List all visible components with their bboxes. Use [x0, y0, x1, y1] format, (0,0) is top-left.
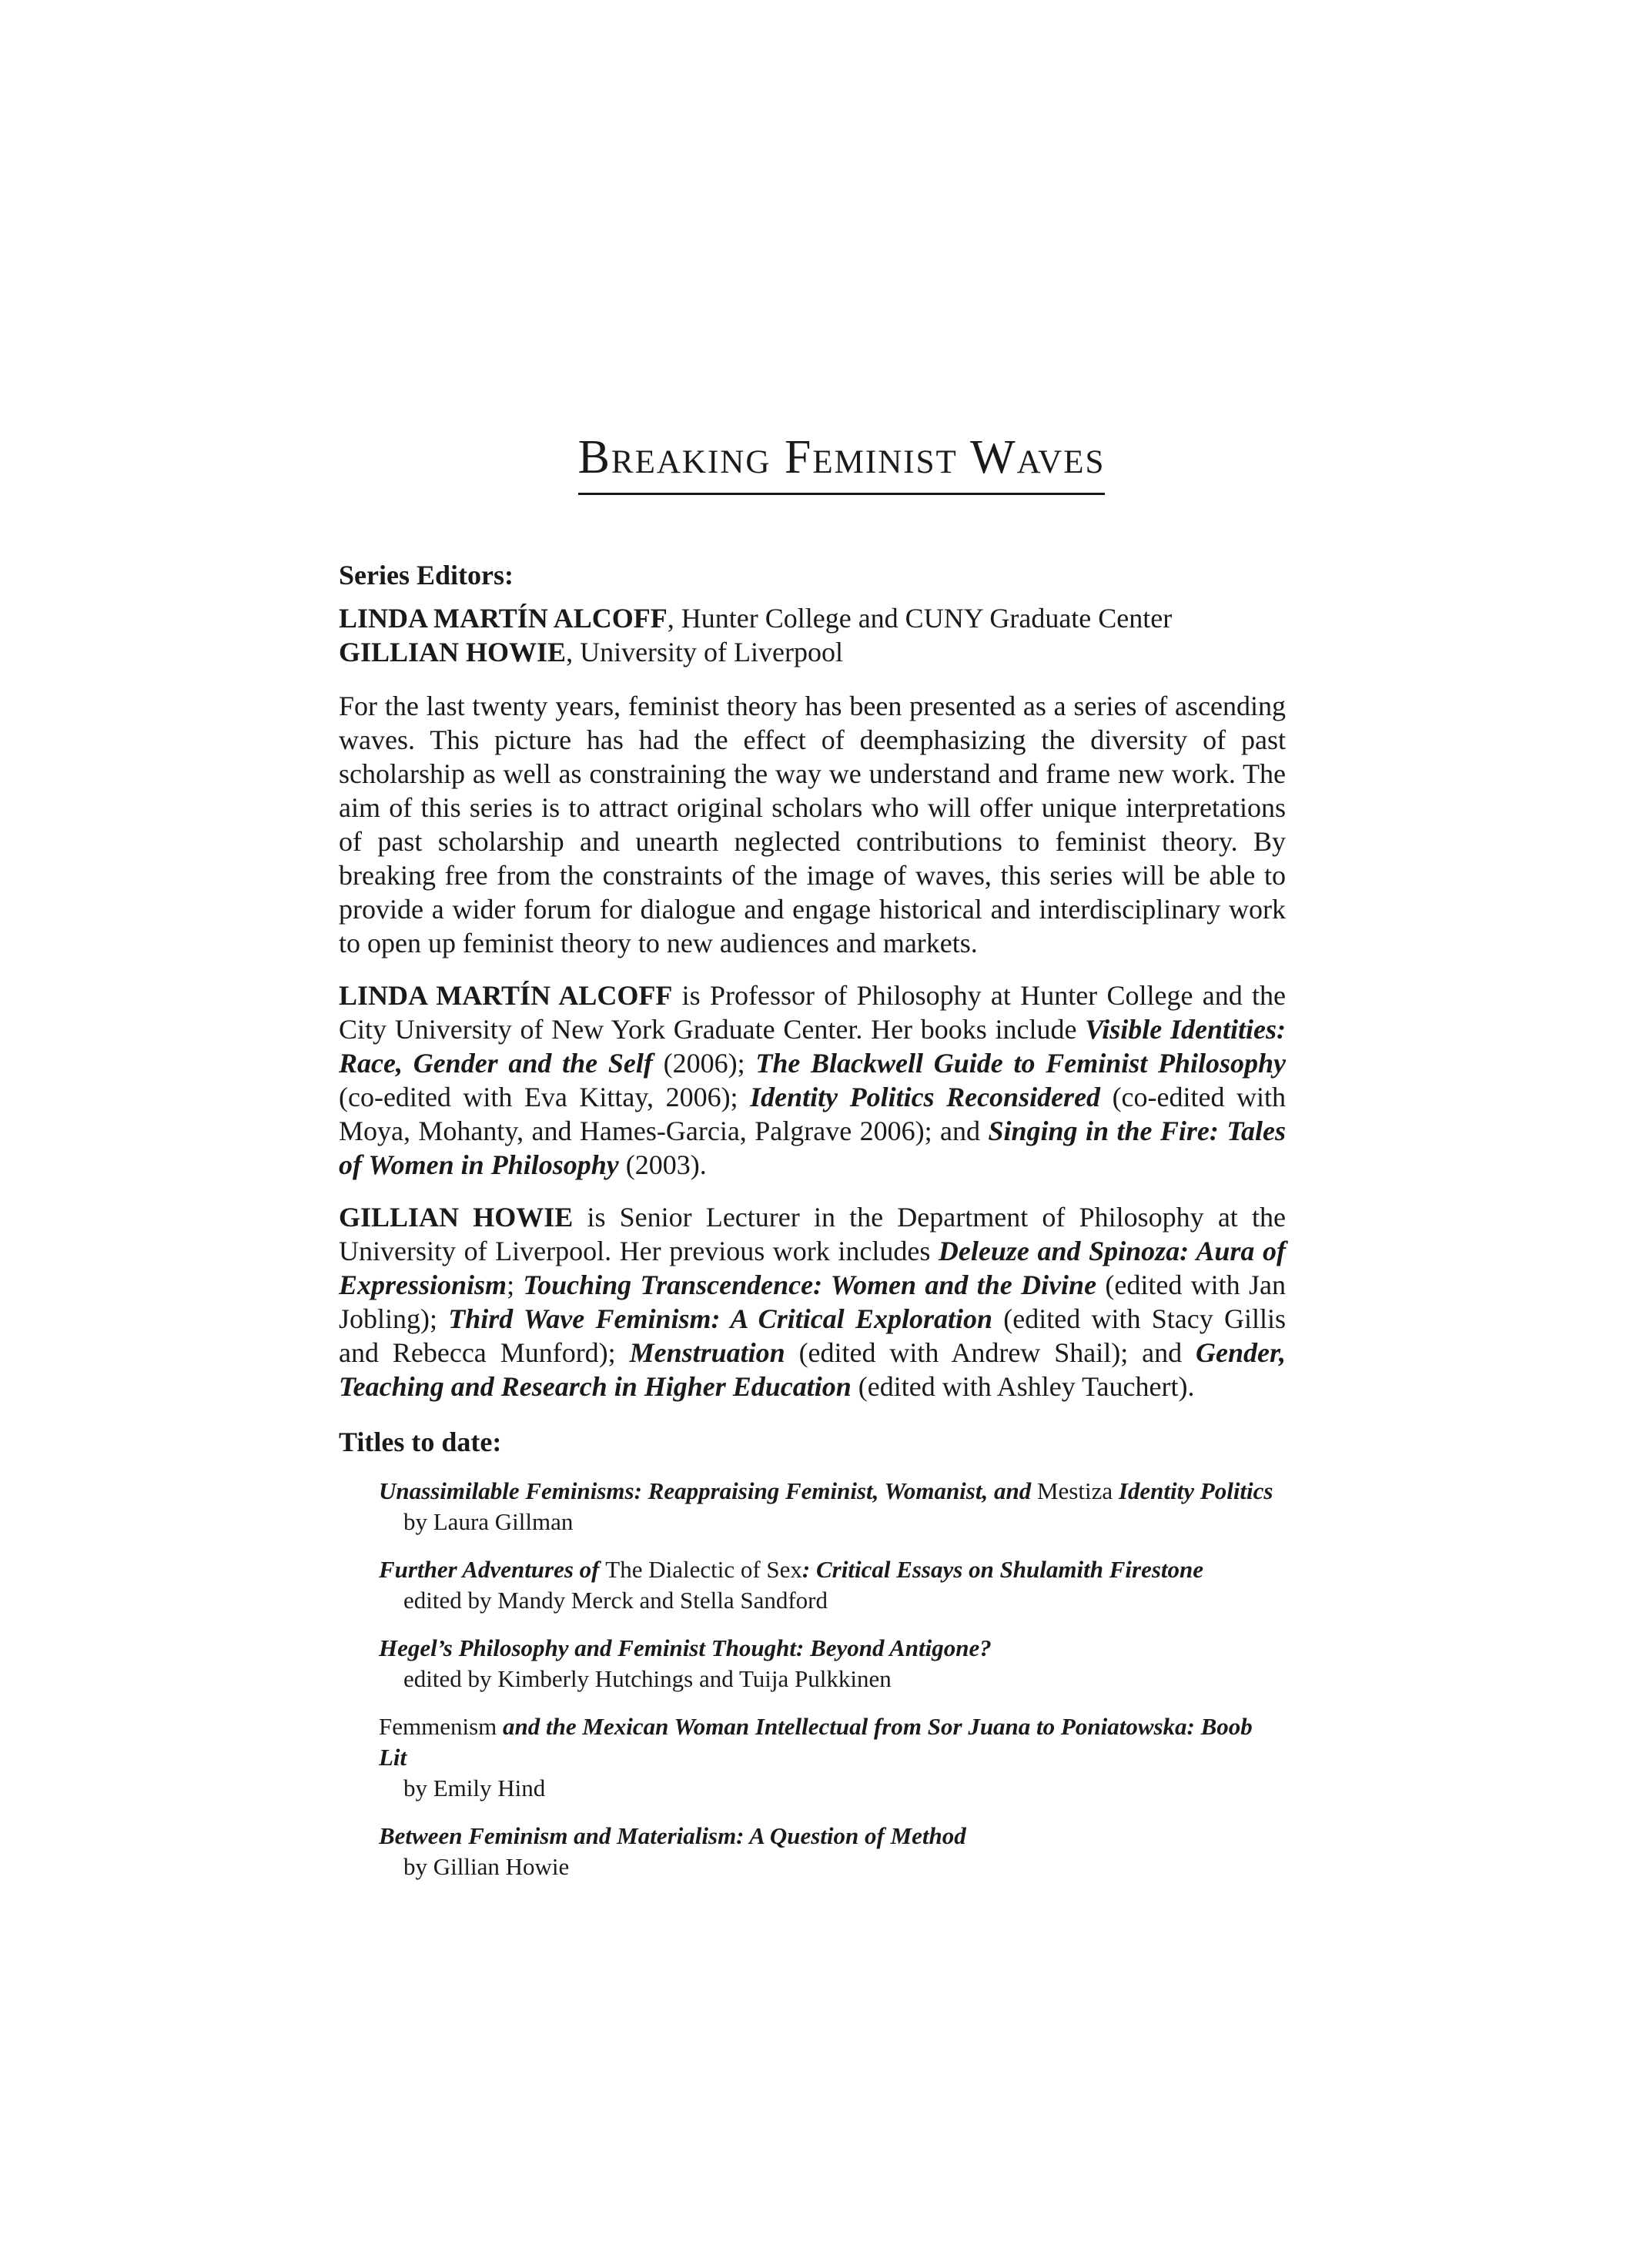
book-title	[379, 1476, 1286, 1507]
book-title: Touching Transcendence: Women and the Divine	[523, 1269, 1097, 1300]
book-title: Singing in the Fire: Tales of Women in Philosophy	[339, 1116, 1286, 1180]
book-title: Third Wave Feminism: A Critical Exploration	[448, 1303, 992, 1334]
book-entry	[379, 1633, 1286, 1694]
book-title-part: Further Adventures of	[379, 1556, 606, 1583]
book-title-part: Hegel’s Philosophy and Feminist Thought: Beyond Antigone?	[379, 1634, 992, 1661]
book-credit: by Laura Gillman	[403, 1508, 574, 1535]
book-title-part: Identity Politics	[1113, 1477, 1273, 1504]
bio-text: (2003).	[618, 1149, 707, 1180]
editor-affiliation: , University of Liverpool	[566, 637, 844, 667]
bio-howie	[339, 1200, 1286, 1403]
book-title	[379, 1821, 1286, 1852]
book-title-part: Unassimilable Feminisms: Reappraising Feminist, Womanist, and	[379, 1477, 1037, 1504]
book-entry	[379, 1711, 1286, 1804]
series-editors	[339, 558, 1286, 669]
editor-entry	[339, 635, 1286, 669]
book-title: Identity Politics Reconsidered	[750, 1082, 1101, 1112]
titles-heading: Titles to date:	[339, 1427, 502, 1457]
editor-affiliation: , Hunter College and CUNY Graduate Center	[667, 603, 1173, 634]
book-entry	[379, 1476, 1286, 1537]
book-title-part: Mestiza	[1036, 1477, 1113, 1504]
series-editors-heading: Series Editors:	[339, 560, 514, 590]
series-title-text: Breaking Feminist Waves	[578, 431, 1106, 495]
book-credit: by Gillian Howie	[403, 1853, 570, 1880]
book-title: Visible Identities: Race, Gender and the Self	[339, 1014, 1287, 1079]
bio-alcoff	[339, 978, 1286, 1182]
editor-name: GILLIAN HOWIE	[339, 637, 567, 667]
book-credit: by Emily Hind	[403, 1775, 546, 1801]
bio-name: LINDA MARTÍN ALCOFF	[339, 980, 673, 1011]
series-description: For the last twenty years, feminist theory has been presented as a series of ascending waves. This picture has had the effect of deemphasizing the diversity of past scholarship as well as constraining the way we understand and frame new work. The aim of this series is to attract original scholars who will offer unique interpretations of past scholarship and unearth neglected contributions to feminist theory. By breaking free from the constraints of the image of waves, this series will be able to provide a wider forum for dialogue and engage historical and interdisciplinary work to open up feminist theory to new audiences and markets.	[339, 691, 1286, 958]
bio-text: (co-edited with Moya, Mohanty, and Hames-Garcia, Palgrave 2006); and	[339, 1082, 1287, 1146]
editor-entry	[339, 601, 1286, 635]
bio-text: (co-edited with Eva Kittay, 2006);	[339, 1082, 751, 1112]
book-entry	[379, 1821, 1286, 1882]
page-body	[339, 558, 1286, 1899]
book-title-part: : Critical Essays on Shulamith Firestone	[801, 1556, 1204, 1583]
bio-name: GILLIAN HOWIE	[339, 1202, 574, 1233]
book-title-part: Femmenism	[379, 1713, 497, 1740]
book-title: Deleuze and Spinoza: Aura of Expressionism	[339, 1236, 1286, 1300]
bio-text: (2006);	[652, 1048, 756, 1079]
bio-text: (edited with Jan Jobling);	[339, 1269, 1286, 1334]
book-title	[379, 1554, 1286, 1585]
book-title-part: Between Feminism and Materialism: A Question of Method	[379, 1822, 966, 1849]
bio-text: (edited with Andrew Shail); and	[785, 1337, 1196, 1368]
book-title	[379, 1711, 1286, 1773]
book-credit: edited by Kimberly Hutchings and Tuija Pulkkinen	[403, 1665, 892, 1692]
book-title-part: and the Mexican Woman Intellectual from Sor Juana to Poniatowska: Boob Lit	[379, 1713, 1253, 1771]
book-title-part: The Dialectic of Sex	[605, 1556, 802, 1583]
bio-text: is Professor of Philosophy at Hunter College and the City University of New York Graduate Center. Her books include	[339, 980, 1286, 1045]
bio-text: ;	[507, 1269, 524, 1300]
bio-text: (edited with Stacy Gillis and Rebecca Munford);	[339, 1303, 1286, 1368]
editor-name: LINDA MARTÍN ALCOFF	[339, 603, 668, 634]
book-title: Menstruation	[629, 1337, 785, 1368]
book-title: The Blackwell Guide to Feminist Philosophy	[755, 1048, 1286, 1079]
series-title	[339, 431, 1286, 495]
bio-text: (edited with Ashley Tauchert).	[851, 1371, 1195, 1402]
book-credit: edited by Mandy Merck and Stella Sandford	[403, 1587, 828, 1614]
bio-text: is Senior Lecturer in the Department of Philosophy at the University of Liverpool. Her previous work includes	[339, 1202, 1286, 1266]
book-title: Gender, Teaching and Research in Higher Education	[339, 1337, 1286, 1402]
book-title	[379, 1633, 1286, 1664]
book-entry	[379, 1554, 1286, 1616]
